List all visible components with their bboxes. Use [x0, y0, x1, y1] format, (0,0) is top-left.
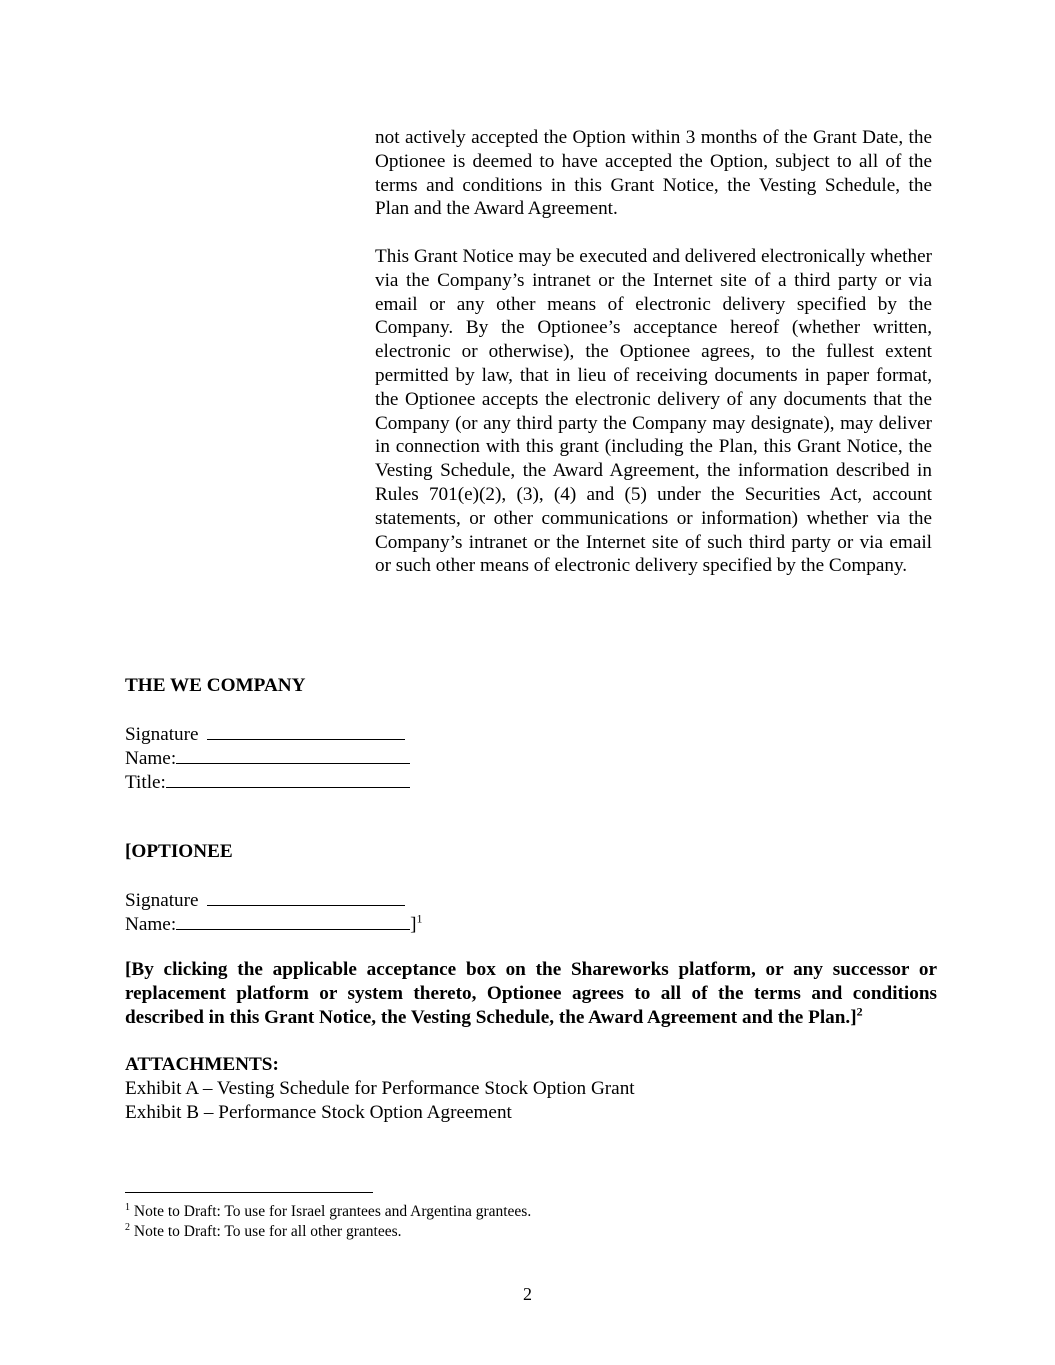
- optionee-signature-line: [125, 888, 423, 912]
- attachments-section: [125, 1053, 635, 1124]
- signature-label: Signature: [125, 724, 199, 745]
- company-name-line: [125, 746, 410, 770]
- company-title-line: [125, 770, 410, 794]
- acceptance-text: [By clicking the applicable acceptance box on the Shareworks platform, or any successor or replacement platform or system thereto, Optionee agrees to all of the terms and conditions described in this Grant Notice, the Vesting Schedule, the Award Agreement and the Plan.]: [125, 959, 937, 1028]
- title-blank: [166, 770, 410, 788]
- footnote-2: [125, 1222, 531, 1242]
- optionee-name-line: [125, 912, 423, 936]
- footnote-text: Note to Draft: To use for Israel grantees and Argentina grantees.: [133, 1203, 532, 1220]
- name-blank: [176, 746, 410, 764]
- signature-blank: [207, 722, 405, 740]
- optionee-signature-block: [125, 888, 423, 936]
- footnote-separator: [125, 1192, 373, 1193]
- attachments-heading: ATTACHMENTS:: [125, 1054, 279, 1075]
- optionee-heading: [OPTIONEE: [125, 841, 233, 862]
- name-label: Name:: [125, 747, 177, 769]
- title-label: Title:: [125, 771, 166, 793]
- company-signature-block: [125, 722, 410, 793]
- attachment-item-exhibit-a: Exhibit A – Vesting Schedule for Performance Stock Option Grant: [125, 1077, 635, 1099]
- acceptance-statement: [125, 958, 937, 1029]
- electronic-delivery-paragraph: This Grant Notice may be executed and delivered electronically whether via the Company’s intranet or the Internet site of a third party or via email or any other means of electronic delivery specified by the Company. By the Optionee’s acceptance hereof (whether written, electronic or otherwise), the Optionee agrees, to the fullest extent permitted by law, that in lieu of receiving documents in paper format, the Optionee accepts the electronic delivery of any documents that the Company (or any third party the Company may designate), may deliver in connection with this grant (including the Plan, this Grant Notice, the Vesting Schedule, the Award Agreement, the information described in Rules 701(e)(2), (3), (4) and (5) under the Securities Act, account statements, or other communications or information) whether via the Company’s intranet or the Internet site of such third party or via email or such other means of electronic delivery specified by the Company.: [375, 246, 932, 577]
- footnote-ref-1: 1: [416, 911, 423, 926]
- page-number: 2: [523, 1284, 532, 1304]
- footnotes: [125, 1202, 531, 1242]
- signature-blank: [207, 888, 405, 906]
- footnote-ref-2: 2: [856, 1004, 863, 1019]
- footnote-number: 1: [125, 1201, 130, 1213]
- footnote-1: [125, 1202, 531, 1222]
- closing-bracket: ]: [410, 913, 417, 935]
- attachment-item-exhibit-b: Exhibit B – Performance Stock Option Agreement: [125, 1101, 512, 1123]
- name-label: Name:: [125, 913, 177, 935]
- company-signature-line: [125, 722, 410, 746]
- footnote-text: Note to Draft: To use for all other grantees.: [133, 1223, 402, 1240]
- footnote-number: 2: [125, 1221, 130, 1233]
- company-heading: THE WE COMPANY: [125, 675, 306, 696]
- name-blank: [176, 912, 410, 930]
- option-acceptance-paragraph: not actively accepted the Option within 3 months of the Grant Date, the Optionee is deemed to have accepted the Option, subject to all of the terms and conditions in this Grant Notice, the Vesting Schedule, the Plan and the Award Agreement.: [375, 127, 932, 220]
- signature-label: Signature: [125, 890, 199, 911]
